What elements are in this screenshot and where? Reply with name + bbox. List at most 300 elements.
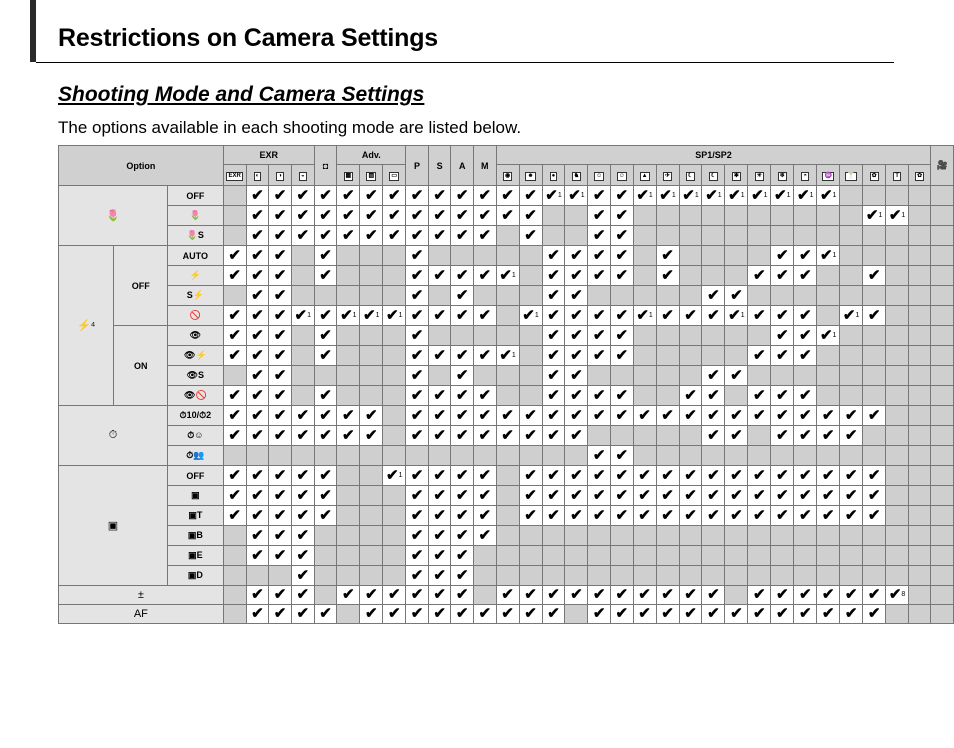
unavailable-cell	[679, 526, 702, 546]
available-check: ✔	[542, 346, 565, 366]
table-row	[59, 406, 954, 426]
available-check: ✔	[451, 426, 474, 446]
unavailable-cell	[702, 446, 725, 466]
available-check: ✔	[771, 266, 794, 286]
unavailable-cell	[656, 226, 679, 246]
unavailable-cell	[931, 226, 954, 246]
unavailable-cell	[474, 546, 497, 566]
unavailable-cell	[656, 286, 679, 306]
available-check: ✔	[611, 386, 634, 406]
available-check: ✔	[269, 286, 292, 306]
unavailable-cell	[360, 386, 383, 406]
unavailable-cell	[542, 546, 565, 566]
option-label: ▣D	[167, 566, 223, 586]
unavailable-cell	[679, 326, 702, 346]
table-row	[59, 186, 954, 206]
unavailable-cell	[519, 346, 542, 366]
available-check: ✔	[794, 306, 817, 326]
movie-mode-header: 🎥	[931, 146, 954, 186]
unavailable-cell	[360, 566, 383, 586]
available-check: ✔	[269, 326, 292, 346]
unavailable-cell	[474, 586, 497, 605]
available-check: ✔	[246, 326, 269, 346]
unavailable-cell	[565, 206, 588, 226]
unavailable-cell	[886, 306, 909, 326]
available-check: ✔	[542, 386, 565, 406]
unavailable-cell	[679, 246, 702, 266]
available-check: ✔	[702, 286, 725, 306]
unavailable-cell	[840, 566, 863, 586]
unavailable-cell	[771, 226, 794, 246]
available-check: ✔$^1$	[679, 186, 702, 206]
available-check: ✔	[588, 486, 611, 506]
unavailable-cell	[840, 226, 863, 246]
available-check: ✔	[565, 306, 588, 326]
available-check: ✔	[246, 386, 269, 406]
available-check: ✔	[406, 366, 429, 386]
unavailable-cell	[748, 226, 771, 246]
available-check: ✔	[474, 466, 497, 486]
available-check: ✔	[725, 506, 748, 526]
unavailable-cell	[909, 286, 931, 306]
unavailable-cell	[337, 566, 360, 586]
adv-group-header: Adv.	[337, 146, 406, 165]
available-check: ✔	[702, 506, 725, 526]
unavailable-cell	[863, 326, 886, 346]
available-check: ✔$^1$	[725, 186, 748, 206]
available-check: ✔	[633, 486, 656, 506]
unavailable-cell	[840, 266, 863, 286]
unavailable-cell	[223, 605, 246, 624]
unavailable-cell	[383, 266, 406, 286]
option-label: S⚡	[167, 286, 223, 306]
unavailable-cell	[748, 426, 771, 446]
unavailable-cell	[863, 566, 886, 586]
unavailable-cell	[863, 246, 886, 266]
available-check: ✔	[771, 605, 794, 624]
unavailable-cell	[886, 486, 909, 506]
available-check: ✔	[428, 566, 451, 586]
available-check: ✔	[269, 406, 292, 426]
unavailable-cell	[863, 386, 886, 406]
available-check: ✔	[383, 186, 406, 206]
available-check: ✔	[519, 466, 542, 486]
available-check: ✔	[771, 406, 794, 426]
available-check: ✔	[246, 506, 269, 526]
unavailable-cell	[656, 526, 679, 546]
unavailable-cell	[863, 546, 886, 566]
unavailable-cell	[337, 266, 360, 286]
available-check: ✔$^8$	[886, 586, 909, 605]
baby-icon: ☺	[588, 165, 611, 186]
unavailable-cell	[611, 366, 634, 386]
unavailable-cell	[383, 426, 406, 446]
available-check: ✔	[269, 426, 292, 446]
unavailable-cell	[748, 546, 771, 566]
a-mode-header: A	[451, 146, 474, 186]
available-check: ✔	[542, 286, 565, 306]
unavailable-cell	[428, 286, 451, 306]
available-check: ✔$^1$	[360, 306, 383, 326]
unavailable-cell	[909, 226, 931, 246]
available-check: ✔	[406, 546, 429, 566]
available-check: ✔	[428, 266, 451, 286]
available-check: ✔	[314, 406, 337, 426]
unavailable-cell	[542, 226, 565, 246]
unavailable-cell	[496, 446, 519, 466]
unavailable-cell	[702, 326, 725, 346]
table-row	[59, 546, 954, 566]
unavailable-cell	[588, 526, 611, 546]
available-check: ✔	[588, 206, 611, 226]
available-check: ✔	[314, 506, 337, 526]
unavailable-cell	[611, 426, 634, 446]
available-check: ✔	[360, 586, 383, 605]
available-check: ✔	[565, 326, 588, 346]
unavailable-cell	[909, 586, 931, 605]
available-check: ✔	[794, 386, 817, 406]
side-bar	[30, 0, 36, 62]
available-check: ✔	[611, 246, 634, 266]
available-check: ✔	[314, 306, 337, 326]
unavailable-cell	[360, 526, 383, 546]
panorama-icon: ▭	[383, 165, 406, 186]
unavailable-cell	[633, 226, 656, 246]
available-check: ✔	[360, 426, 383, 446]
available-check: ✔	[337, 426, 360, 446]
available-check: ✔	[269, 226, 292, 246]
available-check: ✔	[588, 406, 611, 426]
available-check: ✔	[794, 406, 817, 426]
unavailable-cell	[817, 546, 840, 566]
available-check: ✔	[406, 246, 429, 266]
unavailable-cell	[771, 206, 794, 226]
option-label: ▣	[167, 486, 223, 506]
available-check: ✔	[451, 486, 474, 506]
unavailable-cell	[679, 366, 702, 386]
unavailable-cell	[360, 346, 383, 366]
table-row	[59, 246, 954, 266]
text-icon: T	[886, 165, 909, 186]
night-icon: ☾	[679, 165, 702, 186]
unavailable-cell	[931, 266, 954, 286]
available-check: ✔	[542, 586, 565, 605]
unavailable-cell	[909, 306, 931, 326]
available-check: ✔$^1$	[817, 186, 840, 206]
unavailable-cell	[633, 546, 656, 566]
unavailable-cell	[474, 326, 497, 346]
available-check: ✔	[519, 605, 542, 624]
available-check: ✔	[246, 605, 269, 624]
available-check: ✔	[223, 486, 246, 506]
available-check: ✔	[588, 226, 611, 246]
available-check: ✔	[406, 506, 429, 526]
unavailable-cell	[223, 586, 246, 605]
unavailable-cell	[360, 266, 383, 286]
unavailable-cell	[223, 366, 246, 386]
available-check: ✔	[291, 406, 314, 426]
available-check: ✔	[428, 546, 451, 566]
available-check: ✔	[406, 226, 429, 246]
available-check: ✔$^1$	[840, 306, 863, 326]
available-check: ✔	[383, 226, 406, 246]
available-check: ✔	[588, 266, 611, 286]
available-check: ✔	[337, 226, 360, 246]
available-check: ✔	[725, 426, 748, 446]
unavailable-cell	[383, 386, 406, 406]
available-check: ✔	[565, 346, 588, 366]
unavailable-cell	[542, 446, 565, 466]
unavailable-cell	[383, 506, 406, 526]
unavailable-cell	[565, 226, 588, 246]
table-row	[59, 446, 954, 466]
unavailable-cell	[886, 366, 909, 386]
unavailable-cell	[588, 566, 611, 586]
unavailable-cell	[428, 366, 451, 386]
unavailable-cell	[931, 506, 954, 526]
unavailable-cell	[519, 326, 542, 346]
available-check: ✔	[246, 306, 269, 326]
available-check: ✔$^1$	[771, 186, 794, 206]
unavailable-cell	[656, 366, 679, 386]
unavailable-cell	[291, 346, 314, 366]
available-check: ✔	[840, 486, 863, 506]
unavailable-cell	[337, 466, 360, 486]
available-check: ✔	[269, 466, 292, 486]
available-check: ✔	[269, 346, 292, 366]
available-check: ✔	[840, 406, 863, 426]
option-label: 👁🚫	[167, 386, 223, 406]
unavailable-cell	[383, 526, 406, 546]
unavailable-cell	[886, 326, 909, 346]
available-check: ✔	[246, 546, 269, 566]
unavailable-cell	[909, 346, 931, 366]
unavailable-cell	[519, 566, 542, 586]
exr-resolution-icon: ◐	[246, 165, 269, 186]
unavailable-cell	[725, 546, 748, 566]
available-check: ✔	[474, 426, 497, 446]
unavailable-cell	[702, 546, 725, 566]
available-check: ✔	[611, 346, 634, 366]
available-check: ✔	[383, 605, 406, 624]
option-header: Option	[59, 146, 224, 186]
available-check: ✔	[725, 486, 748, 506]
unavailable-cell	[269, 446, 292, 466]
unavailable-cell	[909, 506, 931, 526]
available-check: ✔	[565, 486, 588, 506]
af-lock-icon: AF	[59, 605, 224, 624]
unavailable-cell	[931, 386, 954, 406]
available-check: ✔	[451, 266, 474, 286]
option-label: ⚡	[167, 266, 223, 286]
available-check: ✔	[223, 306, 246, 326]
available-check: ✔	[360, 406, 383, 426]
available-check: ✔	[794, 466, 817, 486]
available-check: ✔	[291, 486, 314, 506]
available-check: ✔	[451, 546, 474, 566]
unavailable-cell	[886, 506, 909, 526]
available-check: ✔	[451, 506, 474, 526]
unavailable-cell	[931, 406, 954, 426]
available-check: ✔	[611, 306, 634, 326]
unavailable-cell	[886, 346, 909, 366]
unavailable-cell	[656, 326, 679, 346]
available-check: ✔	[794, 586, 817, 605]
sports-icon: ✈	[656, 165, 679, 186]
available-check: ✔	[656, 605, 679, 624]
unavailable-cell	[656, 386, 679, 406]
face-recognition-icon: ☻	[519, 165, 542, 186]
available-check: ✔	[611, 186, 634, 206]
unavailable-cell	[428, 446, 451, 466]
available-check: ✔	[269, 246, 292, 266]
available-check: ✔	[314, 266, 337, 286]
unavailable-cell	[817, 266, 840, 286]
available-check: ✔	[725, 366, 748, 386]
table-row	[59, 486, 954, 506]
available-check: ✔	[817, 406, 840, 426]
unavailable-cell	[542, 206, 565, 226]
available-check: ✔$^1$	[496, 266, 519, 286]
unavailable-cell	[291, 246, 314, 266]
timer-group-icon: ⏱	[59, 406, 168, 466]
adv-motion-icon: ▧	[360, 165, 383, 186]
available-check: ✔	[633, 586, 656, 605]
unavailable-cell	[886, 266, 909, 286]
table-row	[59, 506, 954, 526]
unavailable-cell	[679, 286, 702, 306]
available-check: ✔	[314, 605, 337, 624]
unavailable-cell	[496, 466, 519, 486]
unavailable-cell	[794, 286, 817, 306]
available-check: ✔$^1$	[383, 306, 406, 326]
available-check: ✔	[269, 266, 292, 286]
available-check: ✔	[611, 466, 634, 486]
available-check: ✔	[679, 466, 702, 486]
available-check: ✔	[314, 426, 337, 446]
unavailable-cell	[314, 546, 337, 566]
available-check: ✔	[702, 486, 725, 506]
unavailable-cell	[725, 446, 748, 466]
available-check: ✔	[451, 586, 474, 605]
unavailable-cell	[565, 546, 588, 566]
available-check: ✔	[428, 506, 451, 526]
unavailable-cell	[337, 526, 360, 546]
available-check: ✔	[817, 466, 840, 486]
unavailable-cell	[656, 566, 679, 586]
available-check: ✔	[702, 366, 725, 386]
available-check: ✔	[406, 386, 429, 406]
available-check: ✔	[588, 346, 611, 366]
unavailable-cell	[360, 506, 383, 526]
unavailable-cell	[817, 346, 840, 366]
unavailable-cell	[886, 526, 909, 546]
available-check: ✔	[291, 605, 314, 624]
dog-cat-icon: ♞	[565, 165, 588, 186]
unavailable-cell	[337, 386, 360, 406]
available-check: ✔	[269, 605, 292, 624]
available-check: ✔	[863, 506, 886, 526]
available-check: ✔	[702, 406, 725, 426]
unavailable-cell	[794, 446, 817, 466]
available-check: ✔	[794, 605, 817, 624]
unavailable-cell	[931, 326, 954, 346]
available-check: ✔	[223, 326, 246, 346]
available-check: ✔	[269, 526, 292, 546]
available-check: ✔$^1$	[702, 186, 725, 206]
available-check: ✔	[223, 346, 246, 366]
available-check: ✔	[840, 586, 863, 605]
table-row	[59, 605, 954, 624]
unavailable-cell	[863, 346, 886, 366]
available-check: ✔	[840, 466, 863, 486]
unavailable-cell	[748, 366, 771, 386]
unavailable-cell	[931, 566, 954, 586]
exposure-comp-icon: ±	[59, 586, 224, 605]
available-check: ✔	[406, 486, 429, 506]
available-check: ✔	[565, 246, 588, 266]
exr-signal-icon: ◒	[291, 165, 314, 186]
available-check: ✔	[451, 226, 474, 246]
available-check: ✔	[679, 605, 702, 624]
available-check: ✔	[519, 226, 542, 246]
unavailable-cell	[909, 605, 931, 624]
unavailable-cell	[633, 246, 656, 266]
available-check: ✔	[246, 266, 269, 286]
available-check: ✔	[588, 326, 611, 346]
unavailable-cell	[931, 246, 954, 266]
available-check: ✔	[656, 266, 679, 286]
available-check: ✔	[291, 506, 314, 526]
unavailable-cell	[360, 286, 383, 306]
available-check: ✔	[337, 406, 360, 426]
table-row	[59, 426, 954, 446]
available-check: ✔	[542, 466, 565, 486]
available-check: ✔	[246, 366, 269, 386]
available-check: ✔	[519, 406, 542, 426]
available-check: ✔	[246, 206, 269, 226]
unavailable-cell	[223, 206, 246, 226]
available-check: ✔	[794, 326, 817, 346]
unavailable-cell	[931, 426, 954, 446]
table-row	[59, 526, 954, 546]
available-check: ✔	[474, 486, 497, 506]
unavailable-cell	[291, 266, 314, 286]
m-mode-header: M	[474, 146, 497, 186]
unavailable-cell	[863, 446, 886, 466]
available-check: ✔	[451, 346, 474, 366]
red-eye-off-label: OFF	[114, 246, 168, 326]
unavailable-cell	[702, 206, 725, 226]
available-check: ✔	[451, 466, 474, 486]
unavailable-cell	[679, 226, 702, 246]
adv-multi-icon: ▦	[337, 165, 360, 186]
available-check: ✔	[383, 206, 406, 226]
unavailable-cell	[383, 286, 406, 306]
available-check: ✔	[656, 306, 679, 326]
unavailable-cell	[656, 206, 679, 226]
unavailable-cell	[817, 306, 840, 326]
macro-group-icon: 🌷	[59, 186, 168, 246]
available-check: ✔	[702, 426, 725, 446]
available-check: ✔	[656, 586, 679, 605]
available-check: ✔	[406, 286, 429, 306]
unavailable-cell	[794, 566, 817, 586]
available-check: ✔	[588, 186, 611, 206]
available-check: ✔	[702, 386, 725, 406]
available-check: ✔	[725, 466, 748, 486]
option-label: ⏱👥	[167, 446, 223, 466]
